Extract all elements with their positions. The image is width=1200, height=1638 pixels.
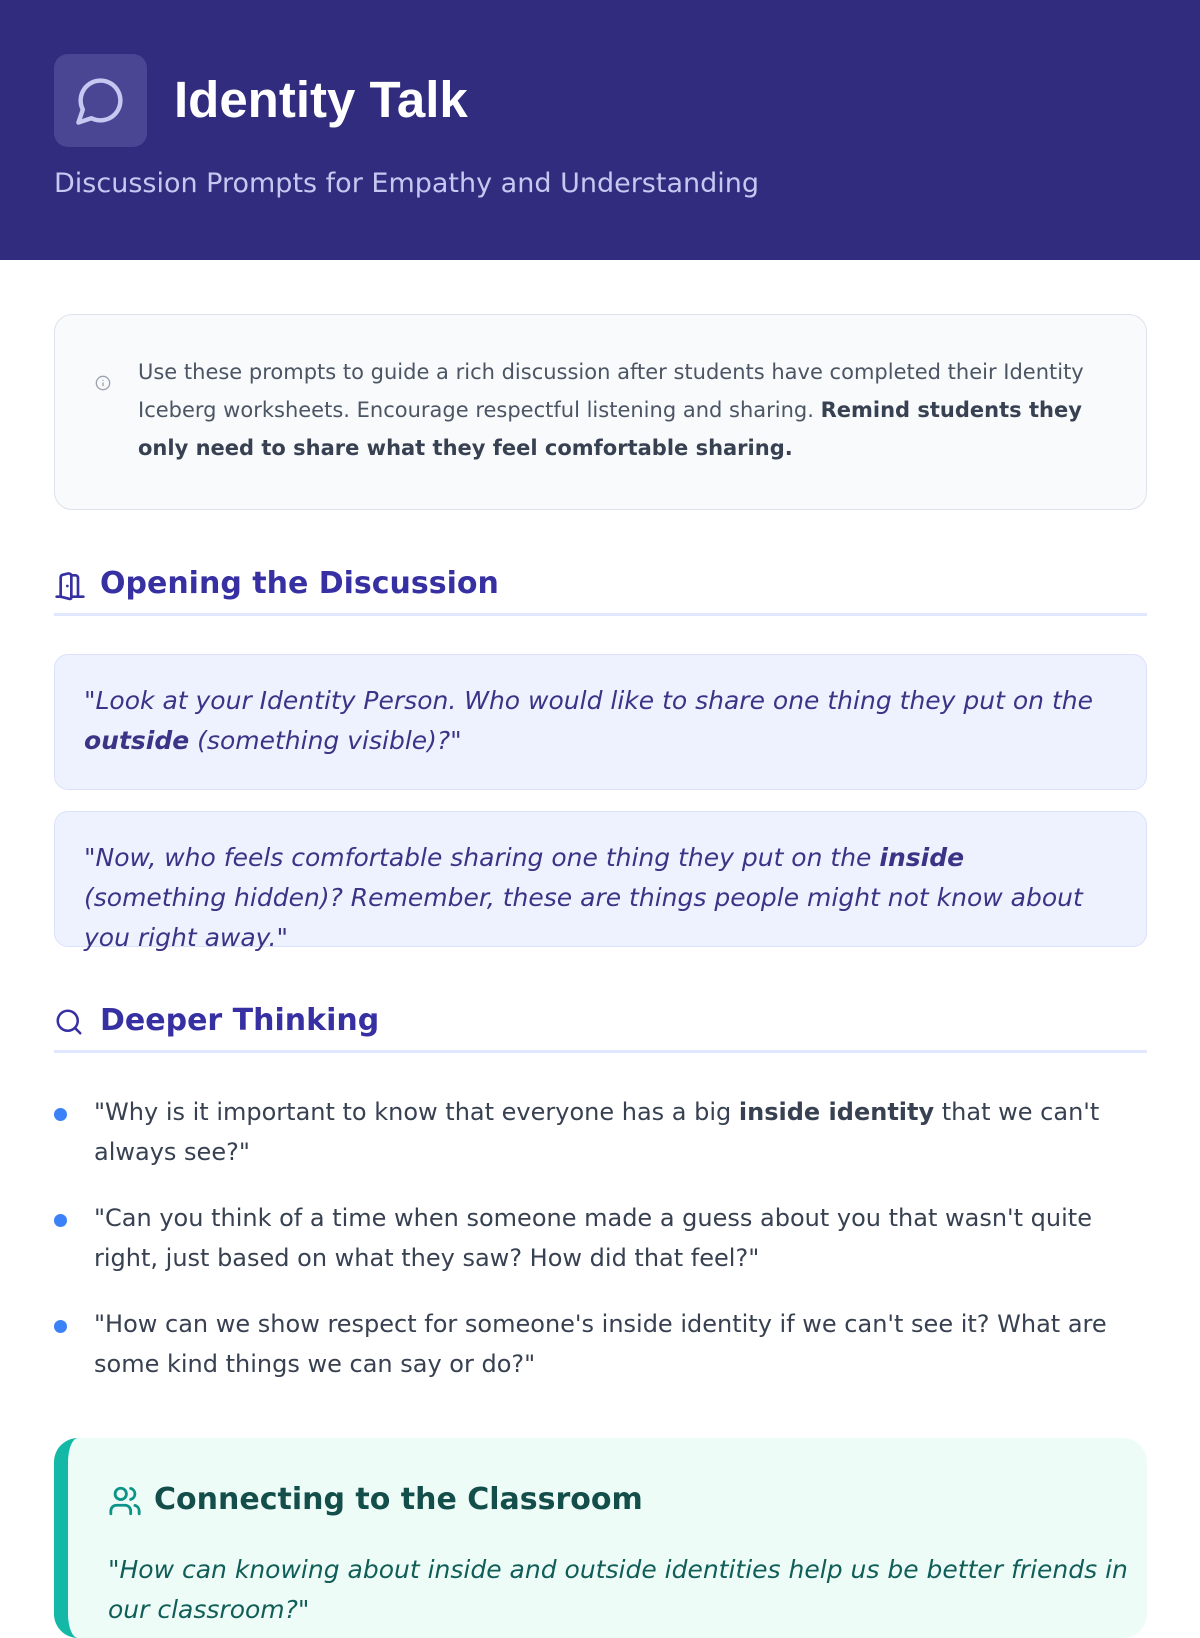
chat-bubble-icon: [74, 74, 127, 127]
bullet-icon: [54, 1108, 67, 1121]
prompt-emphasis: inside: [879, 843, 965, 872]
page-title: Identity Talk: [174, 71, 468, 128]
question-emphasis: inside identity: [738, 1098, 935, 1126]
opening-prompt-text: [84, 838, 1114, 958]
deeper-section-header: [54, 993, 1147, 1053]
intro-card: [54, 314, 1147, 510]
page-subtitle: Discussion Prompts for Empathy and Understanding: [54, 168, 759, 199]
door-icon: [54, 570, 86, 602]
bullet-icon: [54, 1214, 67, 1227]
prompt-text: (something hidden)? Remember, these are things people might not know about you right away.": [84, 883, 1083, 952]
prompt-text: (something visible)?": [189, 726, 462, 755]
list-item: [54, 1198, 1147, 1278]
question-text: "Why is it important to know that everyone has a big: [94, 1098, 739, 1126]
opening-prompt-text: [84, 681, 1114, 761]
prompt-emphasis: outside: [84, 726, 190, 755]
info-icon: [95, 375, 111, 391]
classroom-card: [54, 1438, 1147, 1638]
classroom-quote: "How can knowing about inside and outside identities help us be better friends in our classroom?": [108, 1555, 1128, 1624]
intro-text: [138, 353, 1108, 467]
users-icon: [108, 1484, 142, 1518]
list-item: [54, 1092, 1147, 1172]
question-text: that we can't always see?": [94, 1098, 1100, 1166]
opening-prompt-card: [54, 654, 1147, 790]
classroom-title: Connecting to the Classroom: [154, 1482, 643, 1517]
opening-section-title: Opening the Discussion: [100, 566, 499, 601]
opening-prompt-card: [54, 811, 1147, 952]
prompt-text: "Now, who feels comfortable sharing one thing they put on the: [84, 843, 880, 872]
search-icon: [54, 1007, 84, 1037]
intro-emphasis: Remind students they only need to share what they feel comfortable sharing.: [138, 398, 1082, 460]
list-item: [54, 1304, 1147, 1384]
intro-body: Use these prompts to guide a rich discussion after students have completed their Identity Iceberg worksheets. Encourage respectful listening and sharing.: [138, 360, 1084, 422]
question-text: "Can you think of a time when someone made a guess about you that wasn't quite right, just based on what they saw? How did that feel?": [94, 1204, 1092, 1272]
deeper-question-list: [54, 1092, 1147, 1410]
prompt-text: "Look at your Identity Person. Who would like to share one thing they put on the: [84, 686, 1093, 715]
page-header: [0, 0, 1200, 260]
opening-section-header: [54, 556, 1147, 616]
app-logo: [54, 54, 147, 147]
deeper-section-title: Deeper Thinking: [100, 1003, 380, 1038]
bullet-icon: [54, 1320, 67, 1333]
question-text: "How can we show respect for someone's inside identity if we can't see it? What are some kind things we can say or do?": [94, 1310, 1107, 1378]
